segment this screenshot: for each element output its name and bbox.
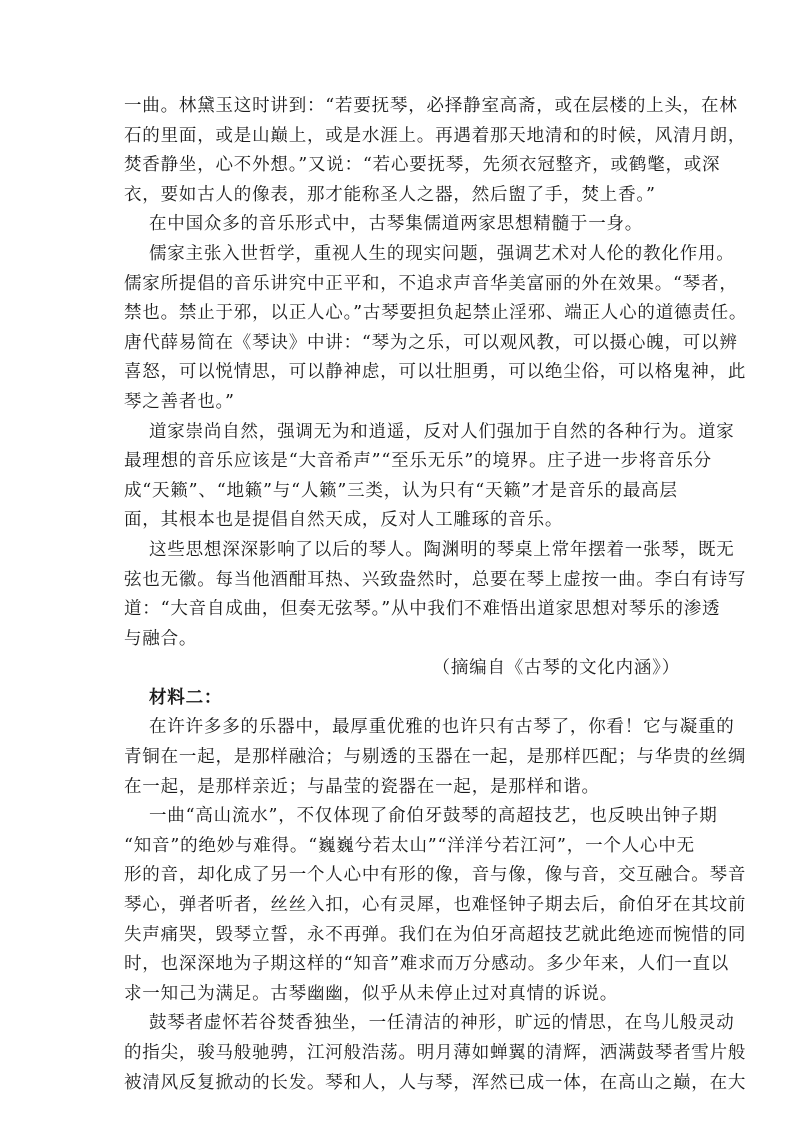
text-line: 禁也。禁止于邪，以正人心。”古琴要担负起禁止淫邪、端正人心的道德责任。 [124, 303, 748, 324]
paragraph [124, 418, 735, 536]
text-line: 石的里面，或是山巅上，或是水涯上。再遇着那天地清和的时候，风清月朗， [124, 125, 747, 146]
text-line: 一曲“高山流水”，不仅体现了俞伯牙鼓琴的高超技艺，也反映出钟子期 [149, 806, 718, 827]
text-line: 一曲。林黛玉这时讲到：“若要抚琴，必择静室高斋，或在层楼的上头，在林 [124, 96, 738, 116]
text-line: 最理想的音乐应该是“大音希声”“至乐无乐”的境界。庄子进一步将音乐分 [124, 451, 712, 472]
text-line: 鼓琴者虚怀若谷焚香独坐，一任清洁的神形，旷远的情思，在鸟儿般灵动 [149, 1013, 735, 1034]
text-line: 在许许多多的乐器中，最厚重优雅的也许只有古琴了，你看！它与凝重的 [149, 717, 735, 738]
text-line: 失声痛哭，毁琴立誓，永不再弹。我们在为伯牙高超技艺就此绝迹而惋惜的同 [124, 924, 747, 945]
text-line: 这些思想深深影响了以后的琴人。陶渊明的琴桌上常年摆着一张琴，既无 [149, 539, 735, 560]
text-line: 道：“大音自成曲，但奏无弦琴。”从中我们不难悟出道家思想对琴乐的渗透 [124, 599, 721, 620]
material-two [124, 684, 747, 1098]
text-line: 时，也深深地为子期这样的“知音”难求而万分感动。多少年来，人们一直以 [124, 954, 730, 975]
text-line: 形的音，却化成了另一个人心中有形的像，音与像，像与音，交互融合。琴音 [124, 865, 747, 886]
text-line: 与融合。 [124, 628, 198, 649]
text-line: 青铜在一起，是那样融洽；与剔透的玉器在一起，是那样匹配；与华贵的丝绸 [124, 747, 747, 768]
text-line: 在中国众多的音乐形式中，古琴集儒道两家思想精髓于一身。 [149, 214, 644, 235]
text-line: 弦也无徽。每当他酒酣耳热、兴致盎然时，总要在琴上虚按一曲。李白有诗写 [124, 569, 747, 590]
paragraph [124, 240, 748, 418]
document-page [124, 92, 748, 1098]
text-line: 儒家主张入世哲学，重视人生的现实问题，强调艺术对人伦的教化作用。 [149, 243, 735, 264]
paragraph [124, 92, 747, 210]
text-line: 求一知己为满足。古琴幽幽，似乎从未停止过对真情的诉说。 [124, 983, 619, 1004]
text-line: 成“天籁”、“地籁”与“人籁”三类，认为只有“天籁”才是音乐的最高层 [124, 480, 678, 501]
text-line: 儒家所提倡的音乐讲究中正平和，不追求声音华美富丽的外在效果。“琴者， [124, 273, 738, 294]
text-line: 的指尖，骏马般驰骋，江河般浩荡。明月薄如蝉翼的清辉，洒满鼓琴者雪片般 [124, 1043, 747, 1063]
text-line: 被清风反复掀动的长发。琴和人，人与琴，浑然已成一体，在高山之巅，在大 [124, 1072, 747, 1093]
text-line: 道家崇尚自然，强调无为和逍遥，反对人们强加于自然的各种行为。道家 [149, 421, 735, 442]
source-citation: （摘编自《古琴的文化内涵》） [432, 658, 680, 679]
text-line: 面，其根本也是提倡自然天成，反对人工雕琢的音乐。 [124, 510, 564, 531]
text-line: 在一起，是那样亲近；与晶莹的瓷器在一起，是那样和谐。 [124, 776, 600, 797]
paragraph [124, 210, 680, 240]
paragraph [124, 1009, 747, 1098]
text-line: “知音”的绝妙与难得。“巍巍兮若太山”“洋洋兮若江河”，一个人心中无 [124, 835, 695, 856]
section-heading: 材料二： [149, 687, 223, 708]
text-line: 唐代薛易简在《琴诀》中讲：“琴为之乐，可以观风教，可以摄心魄，可以辨 [124, 332, 738, 353]
paragraph [124, 713, 747, 802]
text-line: 衣，要如古人的像表，那才能称圣人之器，然后盥了手，焚上香。” [124, 184, 656, 205]
material-one [124, 92, 748, 684]
paragraph [124, 536, 747, 654]
text-line: 琴之善者也。” [124, 391, 235, 412]
paragraph [124, 802, 747, 1009]
text-line: 喜怒，可以悦情思，可以静神虑，可以壮胆勇，可以绝尘俗，可以格鬼神，此 [124, 362, 747, 383]
text-line: 焚香静坐，心不外想。”又说：“若心要抚琴，先须衣冠整齐，或鹤氅，或深 [124, 155, 721, 176]
text-line: 琴心，弹者听者，丝丝入扣，心有灵犀，也难怪钟子期去后，俞伯牙在其坟前 [124, 895, 747, 916]
